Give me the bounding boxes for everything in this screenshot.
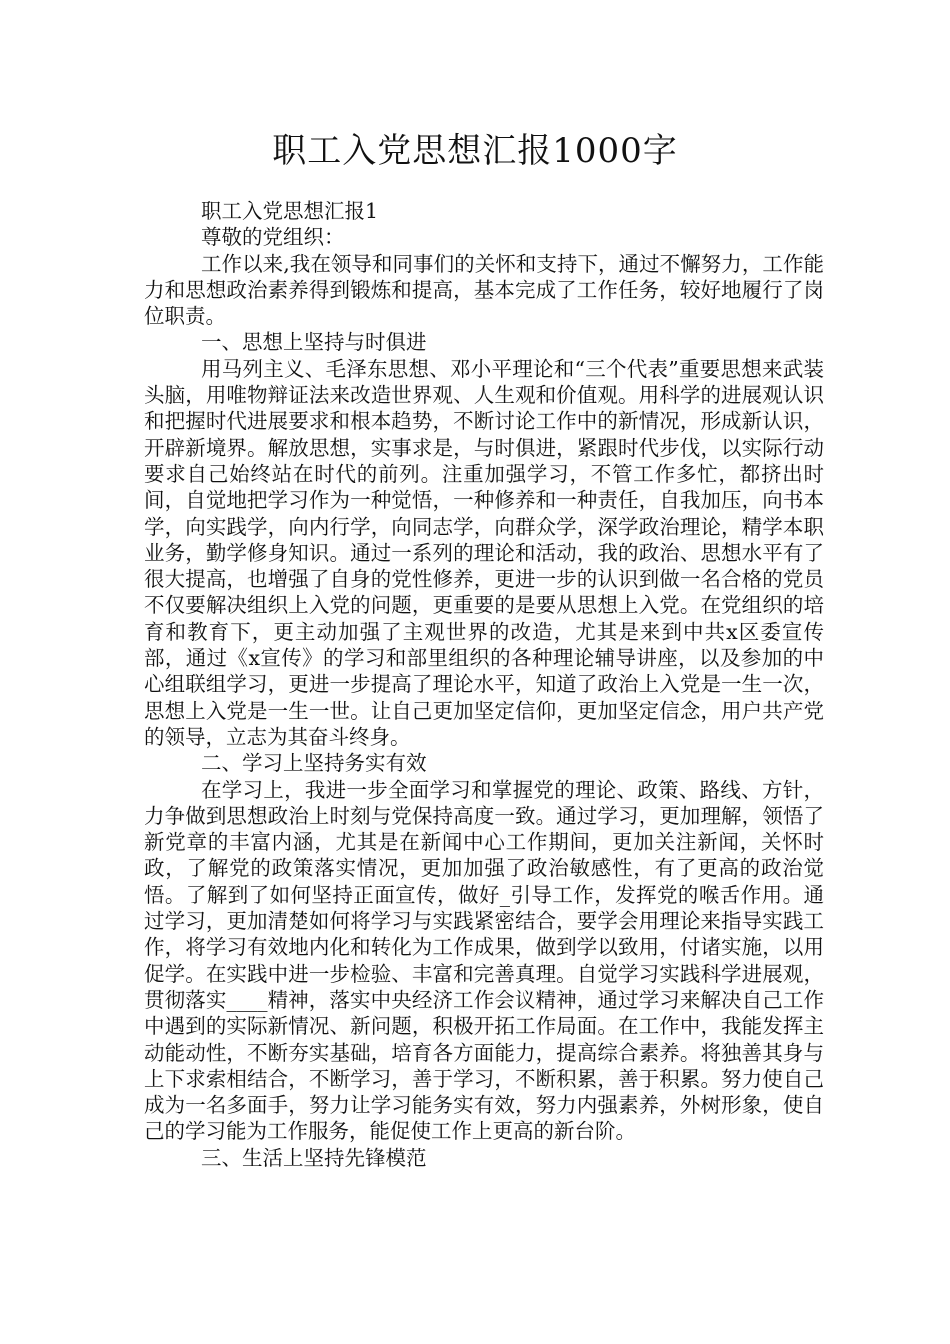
document-subtitle: 职工入党思想汇报1 xyxy=(201,199,379,223)
document-title: 职工入党思想汇报1000字 xyxy=(272,131,678,171)
salutation: 尊敬的党组织： xyxy=(201,225,345,250)
section-heading-1: 一、思想上坚持与时俱进 xyxy=(201,330,427,355)
document-body xyxy=(144,198,824,1171)
section-heading-2: 二、学习上坚持务实有效 xyxy=(201,751,427,776)
section-paragraph-1: 用马列主义、毛泽东思想、邓小平理论和“三个代表”重要思想来武装头脑，用唯物辩证法来改造世界观、人生观和价值观。用科学的进展观认识和把握时代进展要求和根本趋势，不断讨论工作中的新情况，形成新认识，开辟新境界。解放思想，实事求是，与时俱进，紧跟时代步伐，以实际行动要求自己始终站在时代的前列。注重加强学习，不管工作多忙，都挤出时间，自觉地把学习作为一种觉悟，一种修养和一种责任，自我加压，向书本学，向实践学，向内行学，向同志学，向群众学，深学政治理论，精学本职业务，勤学修身知识。通过一系列的理论和活动，我的政治、思想水平有了很大提高，也增强了自身的党性修养，更进一步的认识到做一名合格的党员不仅要解决组织上入党的问题，更重要的是要从思想上入党。在党组织的培育和教育下，更主动加强了主观世界的改造，尤其是来到中共x区委宣传部，通过《x宣传》的学习和部里组织的各种理论辅导讲座，以及参加的中心组联组学习，更进一步提高了理论水平，知道了政治上入党是一生一次，思想上入党是一生一世。让自己更加坚定信仰，更加坚定信念，用户共产党的领导，立志为其奋斗终身。 xyxy=(144,356,824,749)
section-heading-3: 三、生活上坚持先锋模范 xyxy=(201,1145,427,1170)
intro-paragraph: 工作以来,我在领导和同事们的关怀和支持下，通过不懈努力，工作能力和思想政治素养得到锻炼和提高，基本完成了工作任务，较好地履行了岗位职责。 xyxy=(144,251,824,329)
section-paragraph-2: 在学习上，我进一步全面学习和掌握党的理论、政策、路线、方针，力争做到思想政治上时刻与党保持高度一致。通过学习，更加理解，领悟了新党章的丰富内涵，尤其是在新闻中心工作期间，更加关注新闻，关怀时政，了解党的政策落实情况，更加加强了政治敏感性，有了更高的政治觉悟。了解到了如何坚持正面宣传，做好_引导工作，发挥党的喉舌作用。通过学习，更加清楚如何将学习与实践紧密结合，要学会用理论来指导实践工作，将学习有效地内化和转化为工作成果，做到学以致用，付诸实施，以用促学。在实践中进一步检验、丰富和完善真理。自觉学习实践科学进展观，贯彻落实____精神，落实中央经济工作会议精神，通过学习来解决自己工作中遇到的实际新情况、新问题，积极开拓工作局面。在工作中，我能发挥主动能动性，不断夯实基础，培育各方面能力，提高综合素养。将独善其身与上下求索相结合，不断学习，善于学习，不断积累，善于积累。努力使自己成为一名多面手，努力让学习能务实有效，努力内强素养，外树形象，使自己的学习能为工作服务，能促使工作上更高的新台阶。 xyxy=(144,777,824,1144)
